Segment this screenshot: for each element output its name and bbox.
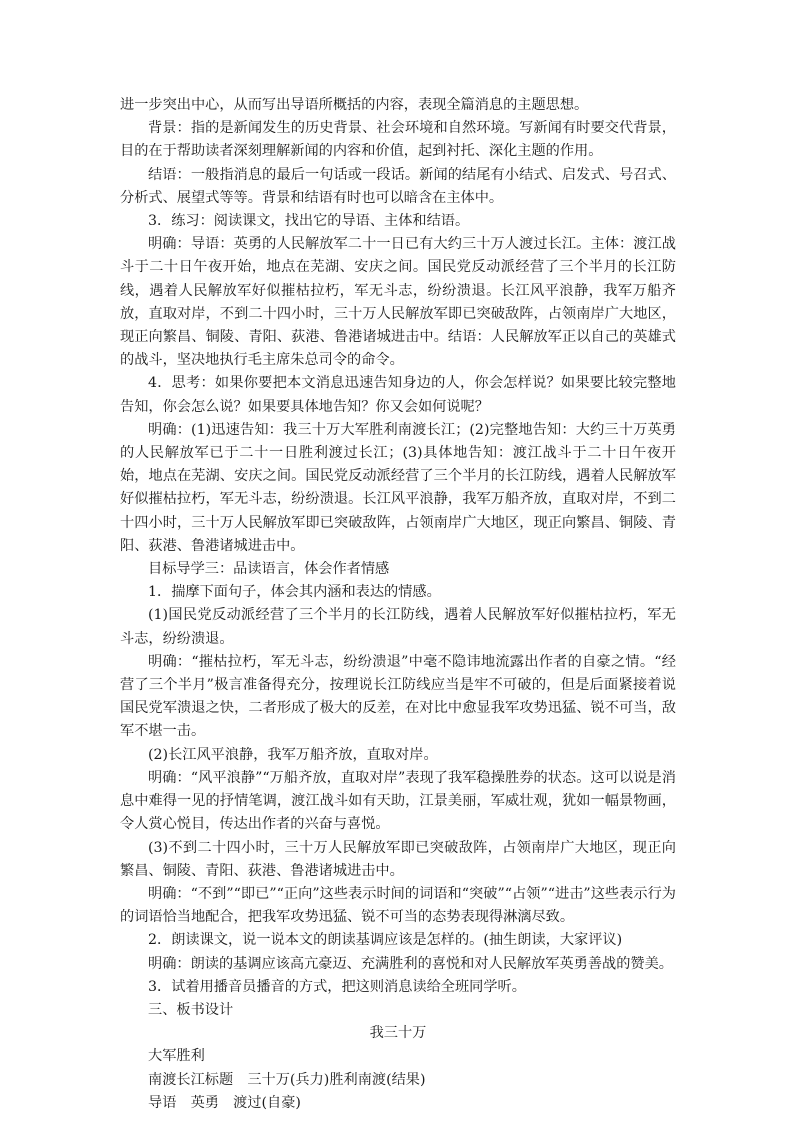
sentence-3: (3)不到二十四小时，三十万人民解放军即已突破敌阵，占领南岸广大地区，现正向繁昌、铜陵、青阳、荻港、鲁港诸城进击中。 [120,839,676,879]
board-title: 我三十万 [369,1025,427,1042]
paragraph-background: 背景：指的是新闻发生的历史背景、社会环境和自然环境。写新闻有时要交代背景，目的在于帮助读者深刻理解新闻的内容和价值，起到衬托、深化主题的作用。 [120,120,676,160]
board-line-1: 大军胜利 [148,1048,205,1065]
board-line-2: 南渡长江标题 三十万(兵力)胜利南渡(结果) [148,1071,426,1088]
answer-sentence-1: 明确：“摧枯拉朽，军无斗志，纷纷溃退”中毫不隐讳地流露出作者的自豪之情。“经营了三个半月”极言准备得充分，按理说长江防线应当是牢不可破的，但是后面紧接着说国民党军溃退之快，二者形成了极大的反差，在对比中愈显我军攻势迅猛、锐不可当，敌军不堪一击。 [120,653,676,740]
task-2: 2．朗读课文，说一说本文的朗读基调应该是怎样的。(抽生朗读，大家评议) [148,932,623,949]
section-heading-goal-3: 目标导学三：品读语言，体会作者情感 [148,561,390,578]
lesson-plan-text [120,94,676,1115]
task-1: 1．揣摩下面句子，体会其内涵和表达的情感。 [148,584,441,601]
paragraph-conclusion: 结语：一般指消息的最后一句话或一段话。新闻的结尾有小结式、启发式、号召式、分析式、展望式等等。背景和结语有时也可以暗含在主体中。 [120,166,676,206]
task-3: 3．试着用播音员播音的方式，把这则消息读给全班同学听。 [148,978,526,995]
sentence-1: (1)国民党反动派经营了三个半月的长江防线，遇着人民解放军好似摧枯拉朽，军无斗志，纷纷溃退。 [120,607,676,647]
board-line-3: 导语 英勇 渡过(自豪) [148,1094,301,1111]
answer-4: 明确：(1)迅速告知：我三十万大军胜利南渡长江；(2)完整地告知：大约三十万英勇的人民解放军已于二十一日胜利渡过长江；(3)具体地告知：渡江战斗于二十日午夜开始，地点在芜湖、安庆之间。国民党反动派经营了三个半月的长江防线，遇着人民解放军好似摧枯拉朽，军无斗志，纷纷溃退。长江风平浪静，我军万船齐放，直取对岸，不到二十四小时，三十万人民解放军即已突破敌阵，占领南岸广大地区，现正向繁昌、铜陵、青阳、荻港、鲁港诸城进击中。 [120,421,676,554]
answer-3: 明确：导语：英勇的人民解放军二十一日已有大约三十万人渡过长江。主体：渡江战斗于二十日午夜开始，地点在芜湖、安庆之间。国民党反动派经营了三个半月的长江防线，遇着人民解放军好似摧枯拉朽，军无斗志，纷纷溃退。长江风平浪静，我军万船齐放，直取对岸，不到二十四小时，三十万人民解放军即已突破敌阵，占领南岸广大地区，现正向繁昌、铜陵、青阳、荻港、鲁港诸城进击中。结语：人民解放军正以自己的英雄式的战斗，坚决地执行毛主席朱总司令的命令。 [120,236,676,369]
exercise-3: 3．练习：阅读课文，找出它的导语、主体和结语。 [148,213,470,230]
paragraph-continuation: 进一步突出中心，从而写出导语所概括的内容，表现全篇消息的主题思想。 [120,97,589,113]
answer-sentence-2: 明确：“风平浪静”“万船齐放，直取对岸”表现了我军稳操胜券的状态。这可以说是消息中难得一见的抒情笔调，渡江战斗如有天助，江景美丽，军威壮观，犹如一幅景物画，令人赏心悦目，传达出作者的兴奋与喜悦。 [120,769,676,833]
question-4: 4．思考：如果你要把本文消息迅速告知身边的人，你会怎样说？如果要比较完整地告知，你会怎么说？如果要具体地告知？你又会如何说呢？ [120,375,676,415]
sentence-2: (2)长江风平浪静，我军万船齐放，直取对岸。 [148,746,438,763]
section-heading-board-design: 三、板书设计 [148,1001,234,1018]
answer-sentence-3: 明确：“不到”“即已”“正向”这些表示时间的词语和“突破”“占领”“进击”这些表示行为的词语恰当地配合，把我军攻势迅猛、锐不可当的态势表现得淋漓尽致。 [120,885,676,926]
answer-task-2: 明确：朗读的基调应该高亢豪迈、充满胜利的喜悦和对人民解放军英勇善战的赞美。 [148,955,673,972]
